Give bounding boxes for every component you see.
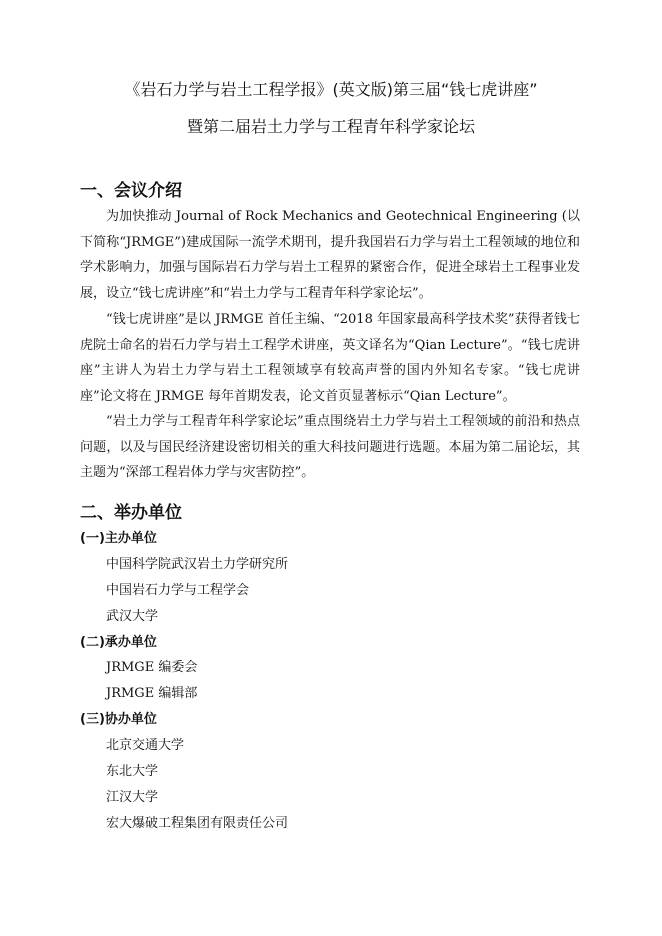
document-title-line-1: 《岩石力学与岩土工程学报》(英文版)第三届“钱七虎讲座” — [124, 80, 538, 99]
host-unit-item: 中国科学院武汉岩土力学研究所 — [106, 557, 289, 572]
section-heading-organizers: 二、举办单位 — [80, 503, 182, 523]
co-organizing-unit-item: 东北大学 — [106, 764, 159, 779]
document-title-line-2: 暨第二届岩土力学与工程青年科学家论坛 — [186, 117, 475, 136]
subheading-co-organizing-units: (三)协办单位 — [80, 712, 157, 727]
intro-paragraph-3: “岩土力学与工程青年科学家论坛”重点围绕岩土力学与岩土工程领域的前沿和热点问题，以及与国民经济建设密切相关的重大科技问题进行选题。本届为第二届论坛，其主题为“深部工程岩体力学与灾害防控”。 — [80, 414, 580, 480]
section-heading-introduction: 一、会议介绍 — [80, 181, 182, 201]
organizing-unit-item: JRMGE 编委会 — [106, 660, 198, 675]
co-organizing-unit-item: 江汉大学 — [106, 790, 159, 805]
co-organizing-unit-item: 北京交通大学 — [106, 738, 185, 753]
host-unit-item: 武汉大学 — [106, 609, 159, 624]
subheading-organizing-units: (二)承办单位 — [80, 635, 157, 650]
organizing-unit-item: JRMGE 编辑部 — [106, 686, 198, 701]
subheading-host-units: (一)主办单位 — [80, 531, 157, 546]
intro-paragraph-1: 为加快推动 Journal of Rock Mechanics and Geotechnical Engineering (以下简称“JRMGE”)建成国际一流学术期刊，提升我国岩石力学与岩土工程领域的地位和学术影响力，加强与国际岩石力学与岩土工程界的紧密合作，促进全球岩土工程事业发展，设立“钱七虎讲座”和“岩土力学与工程青年科学家论坛”。 — [80, 209, 580, 301]
intro-paragraph-2: “钱七虎讲座”是以 JRMGE 首任主编、“2018 年国家最高科学技术奖”获得者钱七虎院士命名的岩石力学与岩土工程学术讲座，英文译名为“Qian Lecture”。“钱七虎讲座”主讲人为岩土力学与岩土工程领域享有较高声誉的国内外知名专家。“钱七虎讲座”论文将在 JRMGE 每年首期发表，论文首页显著标示“Qian Lecture”。 — [80, 312, 580, 404]
host-unit-item: 中国岩石力学与工程学会 — [106, 583, 250, 598]
co-organizing-unit-item: 宏大爆破工程集团有限责任公司 — [106, 816, 289, 831]
